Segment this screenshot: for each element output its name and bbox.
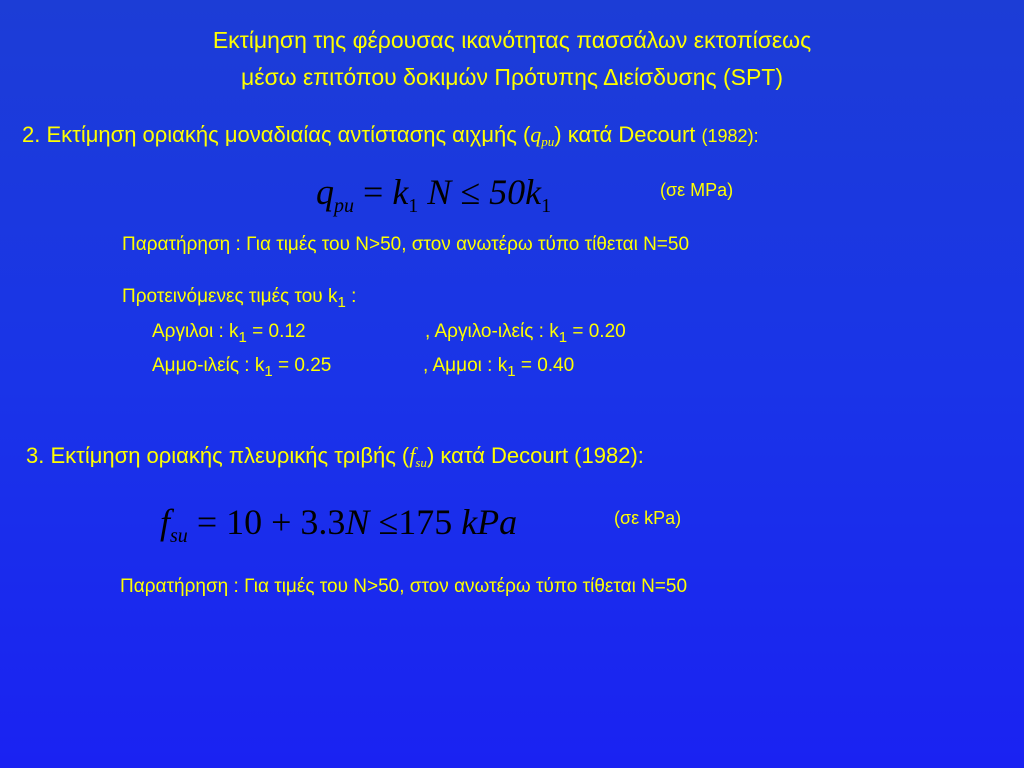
proposed-k1-text: Προτεινόμενες τιμές του k [122,286,338,307]
k1-clayey-silts [425,321,626,346]
formula-kpa: kPa [461,502,518,542]
fsu-unit: (σε kPa) [614,508,682,528]
fsu-formula [160,502,518,547]
slide-title-line-1: Εκτίμηση της φέρουσας ικανότητας πασσάλων εκτοπίσεως [212,27,812,53]
qpu-symbol: q [530,122,542,147]
clays-value: = 0.12 [246,321,306,342]
formula-equals: = [354,172,393,212]
formula-n: N [345,502,370,542]
formula-q-sub: pu [334,195,354,217]
formula-q: q [316,172,334,212]
sands-label: , Αμμοι : k [423,355,508,376]
section-2-year: (1982): [701,126,759,146]
formula-k-sub: 1 [408,195,419,217]
formula-k2-sub: 1 [541,195,552,217]
clays-sub: 1 [238,329,247,346]
proposed-k1-colon: : [345,286,357,307]
sands-value: = 0.40 [515,355,575,376]
clayey-silts-sub: 1 [558,329,568,346]
section-2-note: Παρατήρηση : Για τιμές του N>50, στον ανωτέρω τύπο τίθεται N=50 [122,234,690,255]
k1-sandy-silts [152,355,332,380]
k1-sands [423,355,575,380]
sandy-silts-label: Αμμο-ιλείς : k [152,355,265,376]
formula-limit: ≤175 [369,502,462,542]
fsu-subscript: su [415,455,427,470]
qpu-formula [316,172,552,217]
formula-f: f [160,502,171,542]
section-3-heading-prefix: 3. Εκτίμηση οριακής πλευρικής τριβής ( [26,443,410,468]
clayey-silts-value: = 0.20 [567,321,626,342]
formula-f-sub: su [170,525,188,547]
qpu-subscript: pu [541,134,555,149]
clays-label: Αργιλοι : k [152,321,239,342]
proposed-k1-sub: 1 [337,294,346,311]
k1-clays [152,321,306,346]
formula-k2: k [525,172,542,212]
formula-k: k [392,172,409,212]
clayey-silts-label: , Αργιλο-ιλείς : k [425,321,559,342]
section-2-heading [22,122,759,148]
section-3-heading [26,443,644,469]
sandy-silts-value: = 0.25 [272,355,332,376]
slide-title-line-2: μέσω επιτόπου δοκιμών Πρότυπης Διείσδυσης (SPT) [240,64,784,90]
sands-sub: 1 [507,363,516,380]
section-3-note: Παρατήρηση : Για τιμές του N>50, στον ανωτέρω τύπο τίθεται N=50 [120,576,688,597]
section-3-heading-suffix: ) κατά Decourt (1982): [426,443,644,468]
section-2-heading-mid: ) κατά Decourt [554,122,702,147]
formula-rhs: = 10 + 3.3 [187,502,346,542]
sandy-silts-sub: 1 [264,363,273,380]
section-2-heading-prefix: 2. Εκτίμηση οριακής μοναδιαίας αντίστασης αιχμής ( [22,122,531,147]
fsu-symbol: f [409,443,416,468]
formula-n-limit: N ≤ 50 [418,172,526,212]
proposed-k1-label [122,286,357,311]
qpu-unit: (σε MPa) [660,180,734,200]
